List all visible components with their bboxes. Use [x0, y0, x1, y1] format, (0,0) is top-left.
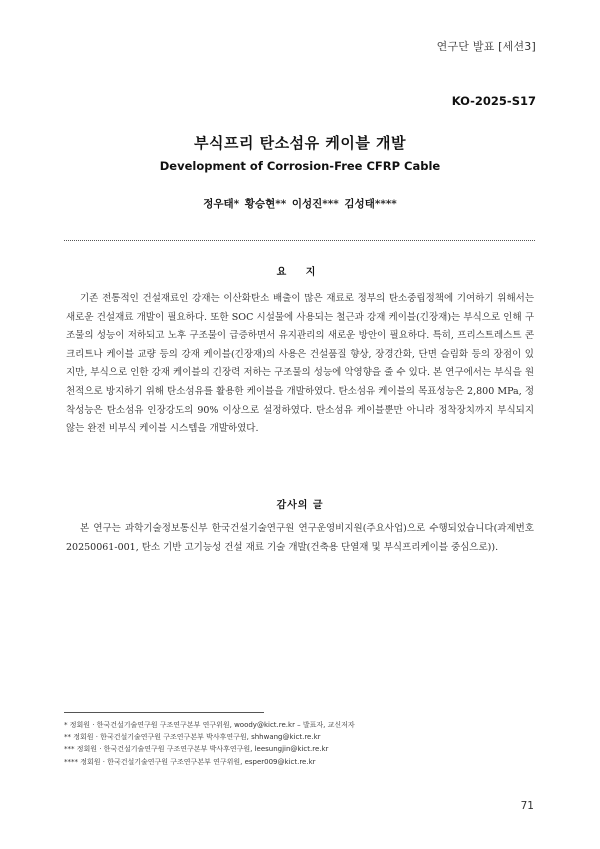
author-list: 정우태* 황승현** 이성진*** 김성태****: [203, 198, 397, 210]
abstract-heading: 요 지: [276, 267, 324, 278]
section-divider: [64, 240, 535, 241]
session-label: 연구단 발표 [세션3]: [436, 40, 536, 53]
acknowledgement-heading: 감사의 글: [276, 500, 324, 511]
paper-title-english: Development of Corrosion-Free CFRP Cable: [159, 159, 441, 173]
footnote-author-2: ** 정회원 · 한국건설기술연구원 구조연구본부 박사후연구원, shhwang@kict.re.kr: [64, 733, 321, 742]
abstract-body: 기존 전통적인 건설재료인 강재는 이산화탄소 배출이 많은 재료로 정부의 탄소중립정책에 기여하기 위해서는 새로운 건설재료 개발이 필요하다. 또한 SOC 시설물에 사용되는 철근과 강재 케이블(긴장재)는 부식으로 인해 구조물의 성능이 저하되고 노후 구조물이 급증하면서 유지관리의 새로운 방안이 필요하다. 특히, 프리스트레스트 콘크리트나 케이블 교량 등의 강재 케이블(긴장재)의 사용은 건설품질 향상, 장경간화, 단면 슬림화 등의 장점이 있지만, 부식으로 인한 강재 케이블의 긴장력 저하는 구조물의 성능에 악영향을 줄 수 있다. 본 연구에서는 부식을 원천적으로 방지하기 위해 탄소섬유를 활용한 케이블을 개발하였다. 탄소섬유 케이블의 목표성능은 2,800 MPa, 정착성능은 탄소섬유 인장강도의 90% 이상으로 설정하였다. 탄소섬유 케이블뿐만 아니라 정착장치까지 부식되지 않는 완전 비부식 케이블 시스템을 개발하였다.: [66, 293, 534, 435]
footnote-author-4: **** 정회원 · 한국건설기술연구원 구조연구본부 연구위원, esper009@kict.re.kr: [64, 757, 316, 766]
page-number: 71: [520, 800, 534, 812]
footnote-divider: [64, 712, 264, 713]
acknowledgement-body: 본 연구는 과학기술정보통신부 한국건설기술연구원 연구운영비지원(주요사업)으로 수행되었습니다(과제번호 20250061-001, 탄소 기반 고기능성 건설 재료 기술 개발(건축용 단열재 및 부식프리케이블 중심으로)).: [66, 523, 534, 553]
footnote-author-3: *** 정회원 · 한국건설기술연구원 구조연구본부 박사후연구원, leesungjin@kict.re.kr: [64, 745, 329, 754]
footnotes: [64, 719, 544, 768]
paper-code: KO-2025-S17: [451, 94, 536, 108]
footnote-author-1: * 정회원 · 한국건설기술연구원 구조연구본부 연구위원, woody@kict.re.kr – 발표자, 교신저자: [64, 721, 355, 729]
paper-title-korean: 부식프리 탄소섬유 케이블 개발: [193, 134, 407, 152]
